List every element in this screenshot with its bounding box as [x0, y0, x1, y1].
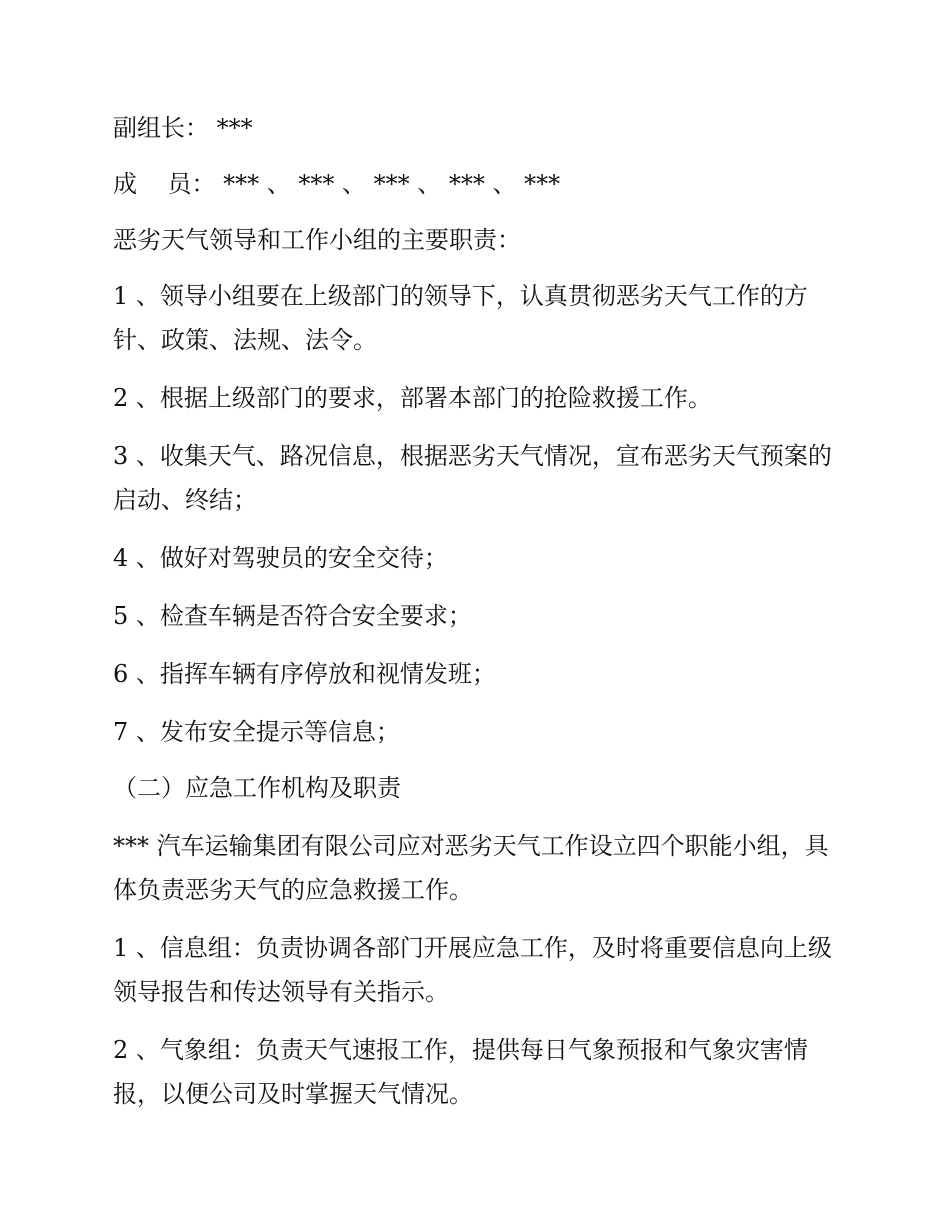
- responsibility-item-6: 6 、指挥车辆有序停放和视情发班；: [113, 660, 496, 688]
- group-item-2: 2 、气象组：负责天气速报工作，提供每日气象预报和气象灾害情报，以便公司及时掌握天气情况。: [113, 1036, 808, 1108]
- members-line: 成 员： *** 、 *** 、 *** 、 *** 、 ***: [113, 170, 561, 198]
- responsibility-item-2: 2 、根据上级部门的要求，部署本部门的抢险救援工作。: [113, 384, 712, 412]
- section-intro: *** 汽车运输集团有限公司应对恶劣天气工作设立四个职能小组，具体负责恶劣天气的应急救援工作。: [113, 832, 829, 904]
- section-heading: （二）应急工作机构及职责: [113, 774, 401, 802]
- deputy-leader-line: 副组长： ***: [113, 114, 253, 142]
- document-body: [113, 106, 843, 1116]
- responsibility-item-1: 1 、领导小组要在上级部门的领导下，认真贯彻恶劣天气工作的方针、政策、法规、法令。: [113, 282, 808, 354]
- group-item-1: 1 、信息组：负责协调各部门开展应急工作，及时将重要信息向上级领导报告和传达领导有关指示。: [113, 934, 832, 1006]
- responsibility-item-4: 4 、做好对驾驶员的安全交待；: [113, 544, 448, 572]
- responsibility-item-7: 7 、发布安全提示等信息；: [113, 718, 400, 746]
- responsibilities-heading: 恶劣天气领导和工作小组的主要职责：: [113, 226, 521, 254]
- responsibility-item-3: 3 、收集天气、路况信息，根据恶劣天气情况，宣布恶劣天气预案的启动、终结；: [113, 442, 832, 514]
- responsibility-item-5: 5 、检查车辆是否符合安全要求；: [113, 602, 472, 630]
